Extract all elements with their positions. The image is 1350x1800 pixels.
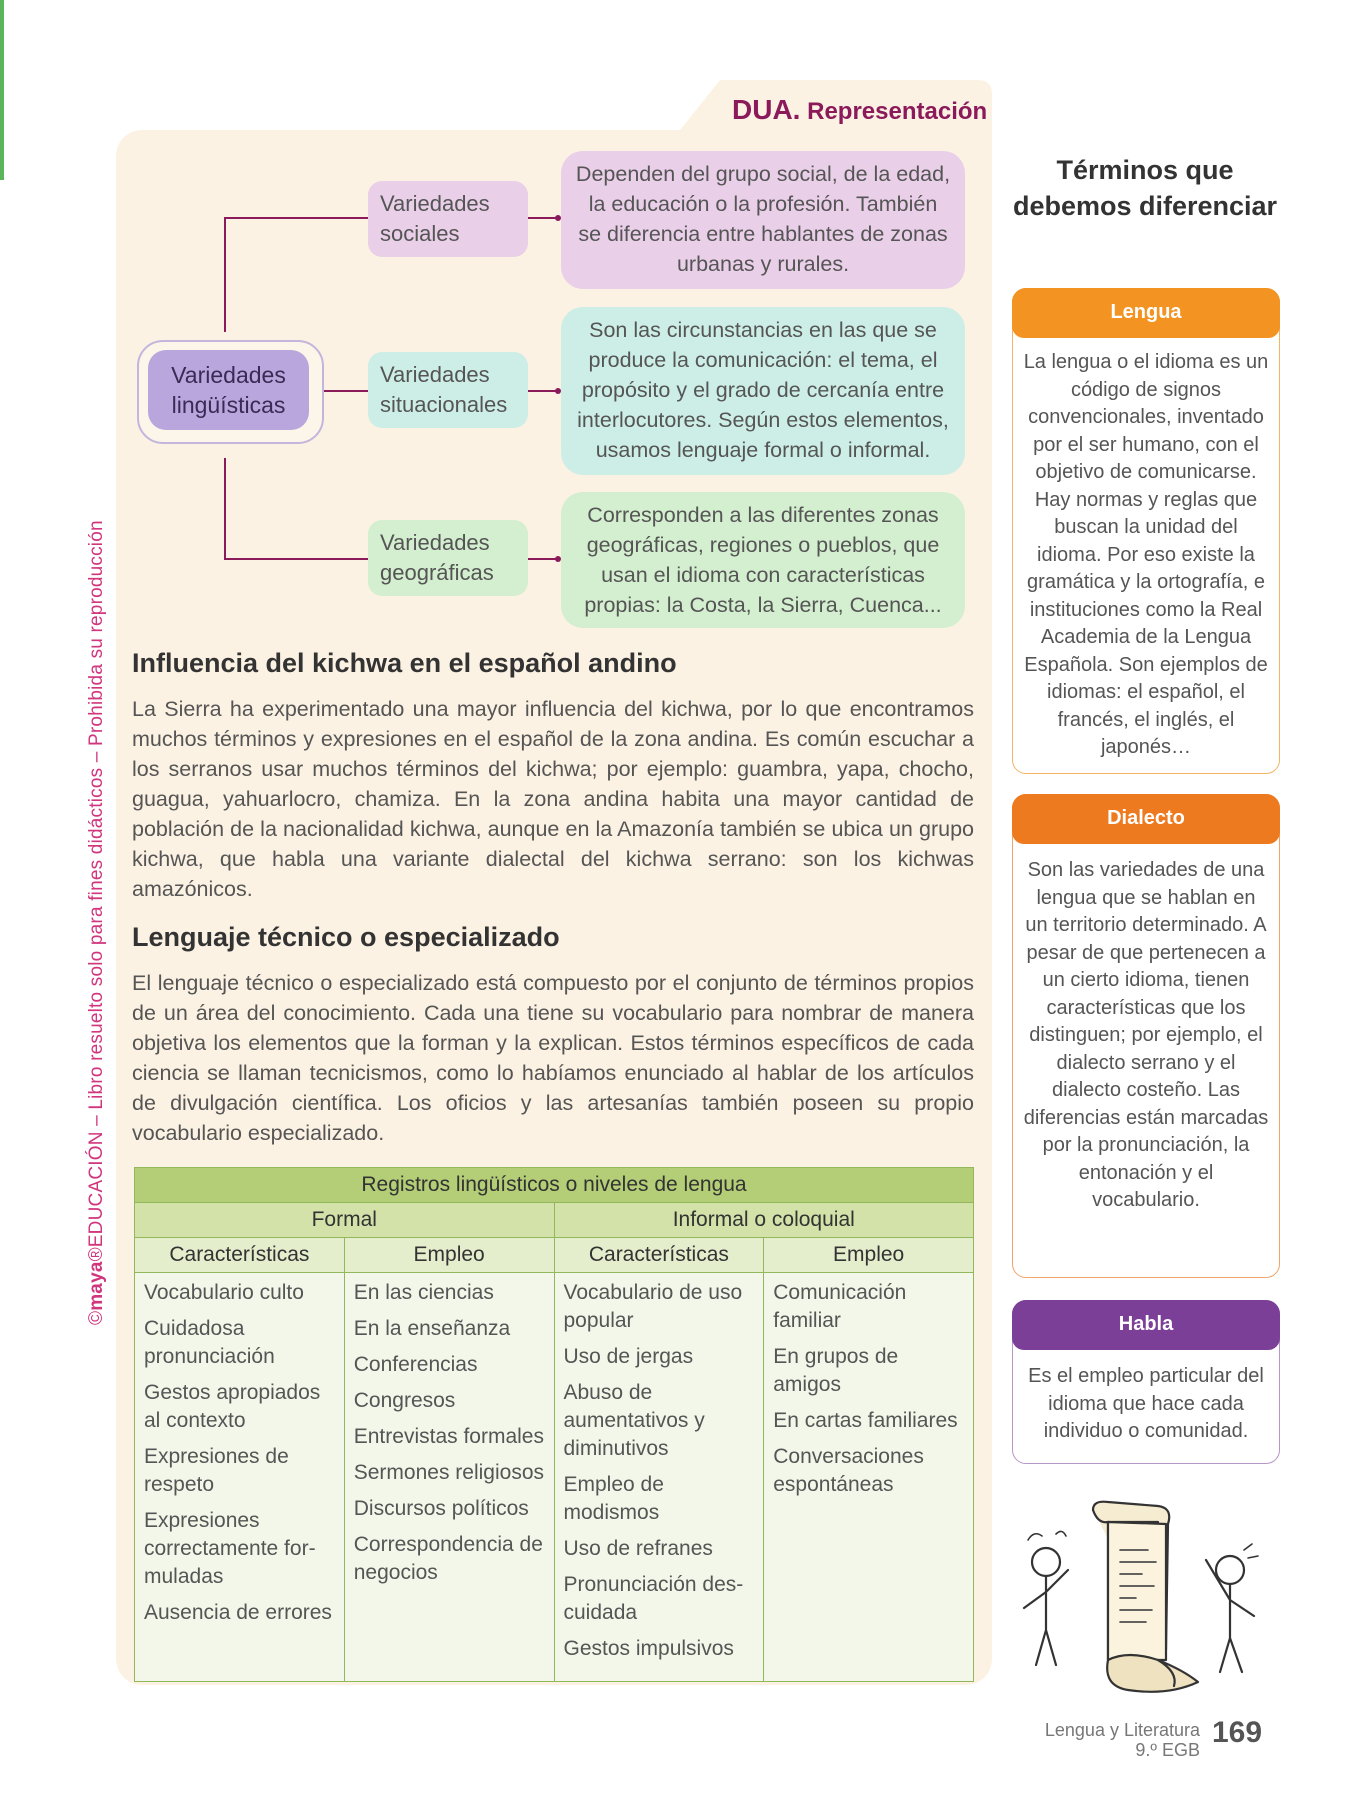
- table-item: En grupos de amigos: [773, 1345, 899, 1396]
- column-header: Características: [135, 1238, 345, 1273]
- desc-variedades-situacionales: Son las circunstancias en las que se produce la comunicación: el tema, el propósito y el grado de cercanía entre interlocutores. Según estos elementos, usamos lenguaje formal o informal.: [561, 307, 965, 475]
- table-title: Registros lingüísticos o niveles de lengua: [135, 1168, 974, 1203]
- desc-variedades-sociales: Dependen del grupo social, de la edad, la educación o la profesión. También se diferencia entre hablantes de zonas urbanas y rurales.: [561, 151, 965, 289]
- table-item: En cartas familiares: [773, 1409, 958, 1432]
- section-title-kichwa: Influencia del kichwa en el español andino: [132, 648, 677, 678]
- root-node: Variedades lingüísticas: [148, 350, 309, 430]
- table-item: Discursos políticos: [353, 1497, 529, 1520]
- table-item: Uso de refranes: [563, 1537, 713, 1560]
- table-item: Sermones religiosos: [353, 1461, 545, 1484]
- table-item: Expresiones correctamente formuladas: [144, 1509, 316, 1588]
- section-title-tecnico: Lenguaje técnico o especializado: [132, 922, 560, 952]
- table-item: Comunicación familiar: [773, 1281, 907, 1332]
- connector-line: [224, 458, 226, 560]
- node-variedades-situacionales: Variedades situacionales: [368, 352, 528, 428]
- table-item: Gestos impulsivos: [563, 1637, 734, 1660]
- edge-marker: [0, 0, 4, 180]
- term-text: La lengua o el idioma es un código de signos convencionales, inventado por el ser humano, con el objetivo de comunicarse. Hay normas y reglas que buscan la unidad del idioma. Por eso existe la gramática y la ortografía, e instituciones como la Real Academia de la Lengua Española. Son ejemplos de idiomas: el español, el francés, el inglés, el japonés…: [1023, 351, 1269, 758]
- table-item: Vocabulario culto: [144, 1281, 304, 1304]
- table-item: En la enseñanza: [353, 1317, 511, 1340]
- node-variedades-geograficas: Variedades geográficas: [368, 520, 528, 596]
- table-item: Empleo de modismos: [563, 1473, 664, 1524]
- table-column-formal-caracteristicas: [135, 1273, 345, 1682]
- group-formal: Formal: [135, 1203, 555, 1238]
- connector-line: [224, 217, 226, 332]
- table-item: Conversaciones espontáneas: [773, 1445, 924, 1496]
- table-item: Expresiones de respeto: [144, 1445, 289, 1496]
- table-item: Entrevistas formales: [353, 1425, 544, 1448]
- connector-line: [224, 217, 368, 219]
- term-text: Es el empleo particular del idioma que hace cada individuo o comunidad.: [1028, 1365, 1264, 1442]
- node-variedades-sociales: Variedades sociales: [368, 181, 528, 257]
- table-item: Abuso de aumentativos y diminutivos: [563, 1381, 705, 1460]
- column-header: Empleo: [764, 1238, 974, 1273]
- table-item: Uso de jergas: [563, 1345, 694, 1368]
- term-title: Habla: [1012, 1300, 1280, 1350]
- table-item: Ausencia de errores: [144, 1601, 332, 1624]
- registers-table: [134, 1167, 974, 1682]
- table-item: Congresos: [353, 1389, 456, 1412]
- table-column-informal-empleo: [764, 1273, 974, 1682]
- table-item: Conferencias: [353, 1353, 478, 1376]
- term-title: Dialecto: [1012, 794, 1280, 844]
- scroll-illustration: [1008, 1500, 1282, 1700]
- dua-tab-label: DUA. Representación: [732, 94, 988, 125]
- column-header: Empleo: [344, 1238, 554, 1273]
- term-card-habla: [1012, 1300, 1280, 1464]
- column-header: Características: [554, 1238, 764, 1273]
- table-item: En las ciencias: [353, 1281, 494, 1304]
- table-item: Pronunciación descuidada: [563, 1573, 744, 1624]
- table-item: Correspondencia de negocios: [353, 1533, 543, 1584]
- term-title: Lengua: [1012, 288, 1280, 338]
- sidebar-title: Términos que debemos diferenciar: [1012, 155, 1278, 221]
- section-body-kichwa: La Sierra ha experimentado una mayor influencia del kichwa, por lo que encontramos muchos términos y expresiones en el español de la zona andina. Es común escuchar a los serranos usar muchos términos del kichwa; por ejemplo: guambra, yapa, chocho, guagua, yahuarlocro, chamiza. En la zona andina habita una mayor cantidad de población de la nacionalidad kichwa, aunque en la Amazonía también se ubica un grupo kichwa, que habla una variante dialectal del kichwa serrano: son los kichwas amazónicos.: [132, 697, 974, 901]
- table-item: Gestos apropiados al contexto: [144, 1381, 321, 1432]
- page-number: 169: [1212, 1716, 1263, 1749]
- table-column-informal-caracteristicas: [554, 1273, 764, 1682]
- table-column-formal-empleo: [344, 1273, 554, 1682]
- connector-line: [224, 558, 368, 560]
- table-item: Cuidadosa pronunciación: [144, 1317, 275, 1368]
- connector-line: [320, 390, 368, 392]
- term-text: Son las variedades de una lengua que se hablan en un territorio determinado. A pesar de que pertenecen a un cierto idioma, tienen características que los distinguen; por ejemplo, el dialecto serrano y el dialecto costeño. Las diferencias están marcadas por la pronunciación, la entonación y el vocabulario.: [1023, 859, 1269, 1211]
- term-card-dialecto: [1012, 794, 1280, 1278]
- brand-logo: maya: [86, 1261, 107, 1311]
- term-card-lengua: [1012, 288, 1280, 774]
- copyright-notice: ©maya®EDUCACIÓN – Libro resuelto solo para fines didácticos – Prohibida su reproducción: [86, 520, 107, 1325]
- footer-subject: Lengua y Literatura 9.º EGB: [1044, 1720, 1200, 1760]
- table-item: Vocabulario de uso popular: [563, 1281, 743, 1332]
- group-informal: Informal o coloquial: [554, 1203, 974, 1238]
- section-body-tecnico: El lenguaje técnico o especializado está compuesto por el conjunto de términos propios de un área del conocimiento. Cada una tiene su vocabulario para nombrar de manera objetiva los elementos que la forman y la explican. Estos términos específicos de cada ciencia se llaman tecnicismos, como lo habíamos enunciado al hablar de los artículos de divulgación científica. Los oficios y las artesanías también poseen su propio vocabulario especializado.: [132, 971, 974, 1145]
- desc-variedades-geograficas: Corresponden a las diferentes zonas geográficas, regiones o pueblos, que usan el idioma con características propias: la Costa, la Sierra, Cuenca...: [561, 492, 965, 628]
